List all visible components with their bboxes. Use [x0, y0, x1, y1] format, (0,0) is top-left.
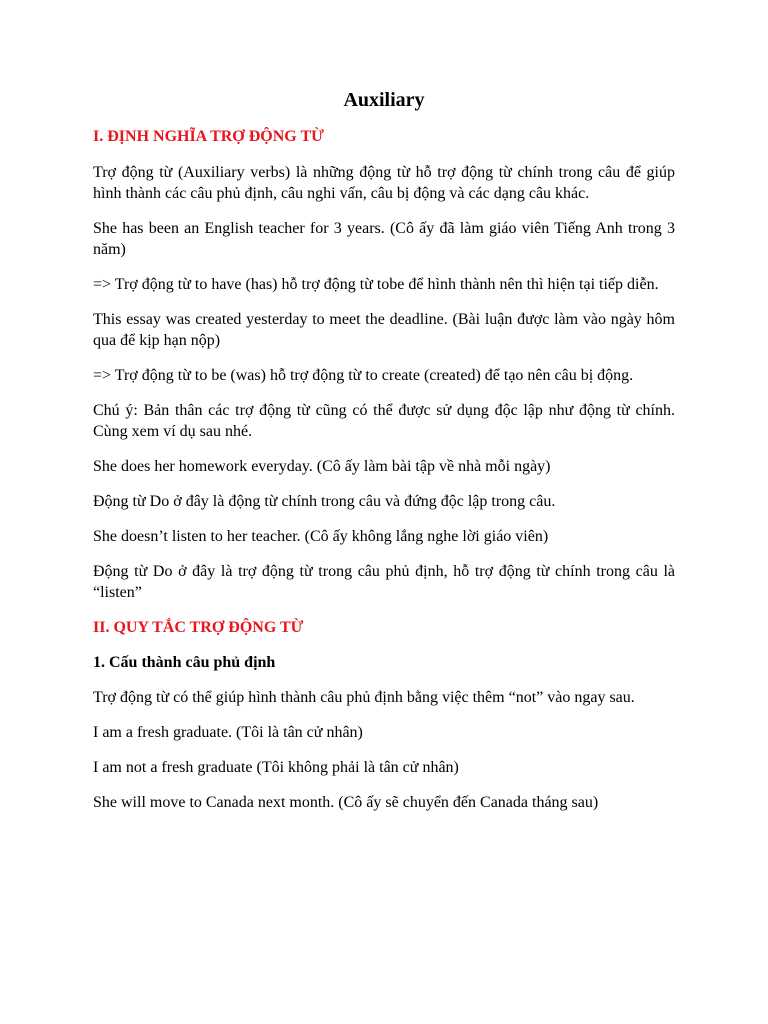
paragraph-example-doesnt: She doesn’t listen to her teacher. (Cô ấy không lắng nghe lời giáo viên)	[93, 528, 549, 545]
paragraph-example-fresh-graduate: I am a fresh graduate. (Tôi là tân cử nhân)	[93, 724, 363, 741]
paragraph-note: Chú ý: Bản thân các trợ động từ cũng có thể được sử dụng độc lập như động từ chính. Cùng xem ví dụ sau nhé.	[93, 402, 675, 440]
paragraph-example-was-created: This essay was created yesterday to meet the deadline. (Bài luận được làm vào ngày hôm qua để kịp hạn nộp)	[93, 311, 675, 349]
paragraph-example-does: She does her homework everyday. (Cô ấy làm bài tập về nhà mỗi ngày)	[93, 458, 551, 475]
subsection-heading-negative: 1. Cấu thành câu phủ định	[93, 654, 276, 671]
section-heading-definition: I. ĐỊNH NGHĨA TRỢ ĐỘNG TỪ	[93, 128, 324, 145]
paragraph-explanation-do-auxiliary: Động từ Do ở đây là trợ động từ trong câu phủ định, hỗ trợ động từ chính trong câu là “listen”	[93, 563, 675, 601]
paragraph-example-not-fresh-graduate: I am not a fresh graduate (Tôi không phải là tân cử nhân)	[93, 759, 459, 776]
paragraph-definition: Trợ động từ (Auxiliary verbs) là những động từ hỗ trợ động từ chính trong câu để giúp hình thành các câu phủ định, câu nghi vấn, câu bị động và các dạng câu khác.	[93, 164, 675, 202]
paragraph-negative-rule: Trợ động từ có thể giúp hình thành câu phủ định bằng việc thêm “not” vào ngay sau.	[93, 689, 635, 706]
section-heading-rules: II. QUY TẮC TRỢ ĐỘNG TỪ	[93, 619, 304, 636]
paragraph-example-has-been: She has been an English teacher for 3 years. (Cô ấy đã làm giáo viên Tiếng Anh trong 3 năm)	[93, 220, 675, 258]
paragraph-explanation-do-main: Động từ Do ở đây là động từ chính trong câu và đứng độc lập trong câu.	[93, 493, 556, 510]
document-page	[93, 86, 675, 827]
document-title: Auxiliary	[343, 89, 425, 111]
paragraph-example-canada: She will move to Canada next month. (Cô ấy sẽ chuyển đến Canada tháng sau)	[93, 794, 599, 811]
paragraph-explanation-have: => Trợ động từ to have (has) hỗ trợ động từ tobe để hình thành nên thì hiện tại tiếp diễn.	[93, 276, 659, 293]
paragraph-explanation-be: => Trợ động từ to be (was) hỗ trợ động từ to create (created) để tạo nên câu bị động.	[93, 367, 634, 384]
